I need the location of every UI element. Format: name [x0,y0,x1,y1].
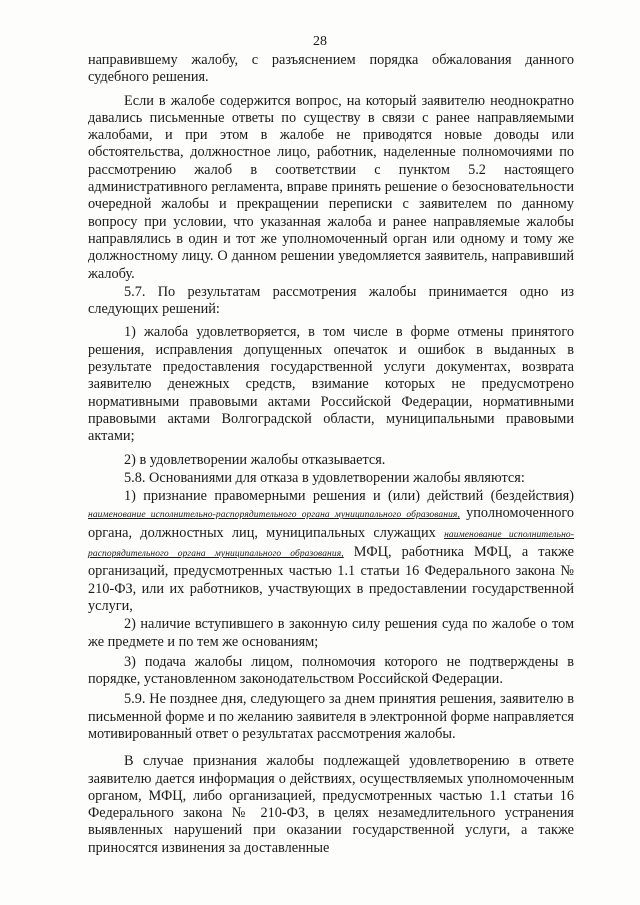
paragraph: Если в жалобе содержится вопрос, на который заявителю неоднократно давались письменные ответы по существу в связи с ранее направляемыми жалобами, и при этом в жалобе не приводятся новые доводы или обстоятельства, должностное лицо, работник, наделенные полномочиями по рассмотрению жалоб в соответствии с пунктом 5.2 настоящего административного регламента, вправе принять решение о безосновательности очередной жалобы и прекращении переписки с заявителем по данному вопросу при условии, что указанная жалоба и ранее направляемые жалобы направлялись в один и тот же уполномоченный орган или одному и тому же должностному лицу. О данном решении уведомляется заявитель, направивший жалобу. [88,92,574,282]
page-number: 28 [313,34,327,49]
paragraph-text: уполномоченного органа, должностных лиц, муниципальных служащих [88,505,574,541]
paragraph-text: МФЦ, работника МФЦ, а также организаций, предусмотренных частью 1.1 статьи 16 Федерального закона № 210-ФЗ, или их работников, участвующих в предоставлении государственной услуги, [88,544,574,614]
paragraph-text: 1) признание правомерными решения и (или) действий (бездействия) [124,488,574,505]
placeholder-note: наименование исполнительно-распорядительного органа муниципального образования, [88,510,460,521]
paragraph: 3) подача жалобы лицом, полномочия которого не подтверждены в порядке, установленном законодательством Российской Федерации. [88,653,574,688]
paragraph: 1) жалоба удовлетворяется, в том числе в форме отмены принятого решения, исправления допущенных опечаток и ошибок в выданных в результате предоставления государственной услуги документах, возврата заявителю денежных средств, взимание которых не предусмотрено нормативными правовыми актами Российской Федерации, нормативными правовыми актами Волгоградской области, муниципальными правовыми актами; [88,324,574,445]
document-body [88,52,574,857]
paragraph: В случае признания жалобы подлежащей удовлетворению в ответе заявителю дается информация о действиях, осуществляемых уполномоченным органом, МФЦ, либо организацией, предусмотренных частью 1.1 статьи 16 Федерального закона № 210-ФЗ, в целях незамедлительного устранения выявленных нарушений при оказании государственной услуги, а также приносятся извинения за доставленные [88,753,574,856]
paragraph [88,488,574,615]
paragraph: 2) в удовлетворении жалобы отказывается. [124,451,386,468]
paragraph: 2) наличие вступившего в законную силу решения суда по жалобе о том же предмете и по тем же основаниям; [88,616,574,650]
paragraph: направившему жалобу, с разъяснением порядка обжалования данного судебного решения. [88,52,574,86]
placeholder-note: наименование исполнительно-распорядительного органа муниципального образования, [88,529,574,560]
paragraph: 5.9. Не позднее дня, следующего за днем принятия решения, заявителю в письменной форме и по желанию заявителя в электронной форме направляется мотивированный ответ о результатах рассмотрения жалобы. [88,691,574,742]
paragraph: 5.8. Основаниями для отказа в удовлетворении жалобы являются: [124,469,525,486]
paragraph: 5.7. По результатам рассмотрения жалобы принимается одно из следующих решений: [88,283,574,318]
